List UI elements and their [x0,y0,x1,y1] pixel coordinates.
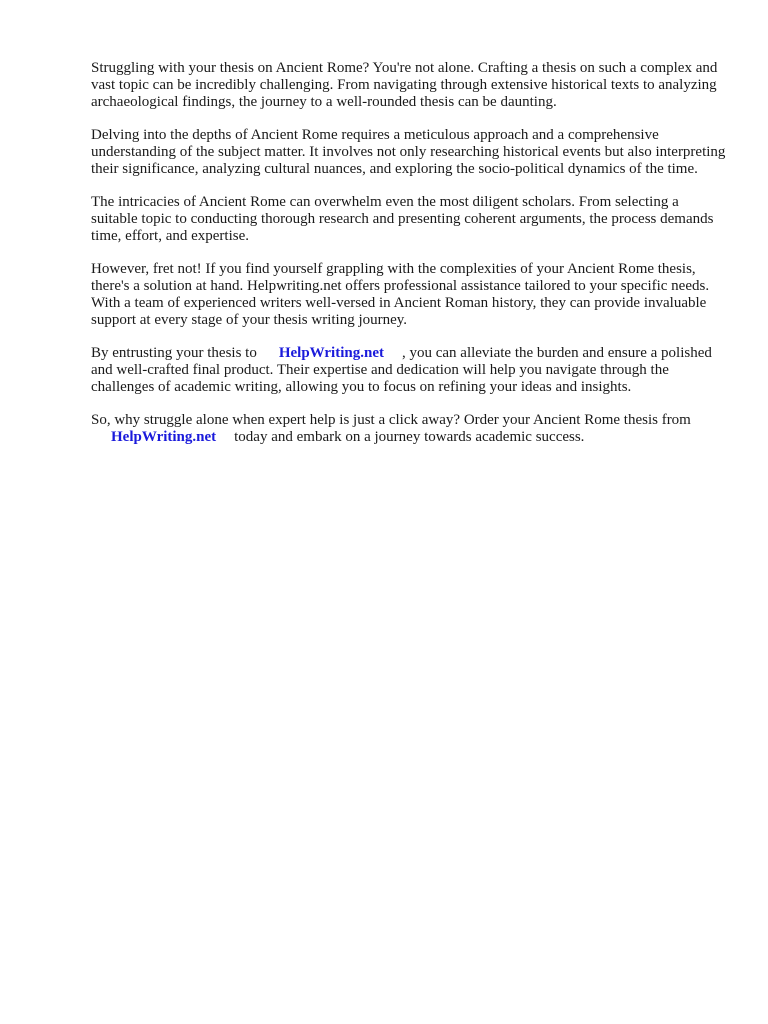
paragraph-delving: Delving into the depths of Ancient Rome requires a meticulous approach and a comprehensive understanding of the subject matter. It involves not only researching historical events but also interpreting their significance, analyzing cultural nuances, and exploring the socio-political dynamics of the time. [91,127,726,177]
order-text-after: today and embark on a journey towards academic success. [234,429,585,445]
order-text-before: So, why struggle alone when expert help is just a click away? Order your Ancient Rome thesis from [91,412,691,428]
paragraph-intricacies: The intricacies of Ancient Rome can overwhelm even the most diligent scholars. From selecting a suitable topic to conducting thorough research and presenting coherent arguments, the process demands time, effort, and expertise. [91,194,714,244]
entrusting-text-before: By entrusting your thesis to [91,345,257,361]
entrusting-text-after: , you can alleviate the burden and ensure a polished and well-crafted final product. Their expertise and dedication will help you navigate through the challenges of academic writing, allowing you to focus on refining your ideas and insights. [91,345,712,395]
helpwriting-link[interactable]: HelpWriting.net [278,345,384,361]
document-body [91,60,727,462]
paragraph-intro: Struggling with your thesis on Ancient Rome? You're not alone. Crafting a thesis on such a complex and vast topic can be incredibly challenging. From navigating through extensive historical texts to analyzing archaeological findings, the journey to a well-rounded thesis can be daunting. [91,60,718,110]
paragraph-solution: However, fret not! If you find yourself grappling with the complexities of your Ancient Rome thesis, there's a solution at hand. Helpwriting.net offers professional assistance tailored to your specific needs. With a team of experienced writers well-versed in Ancient Roman history, they can provide invaluable support at every stage of your thesis writing journey. [91,261,710,328]
paragraph-order [91,412,727,446]
helpwriting-link-order[interactable]: HelpWriting.net [111,429,217,445]
paragraph-entrusting [91,345,727,396]
